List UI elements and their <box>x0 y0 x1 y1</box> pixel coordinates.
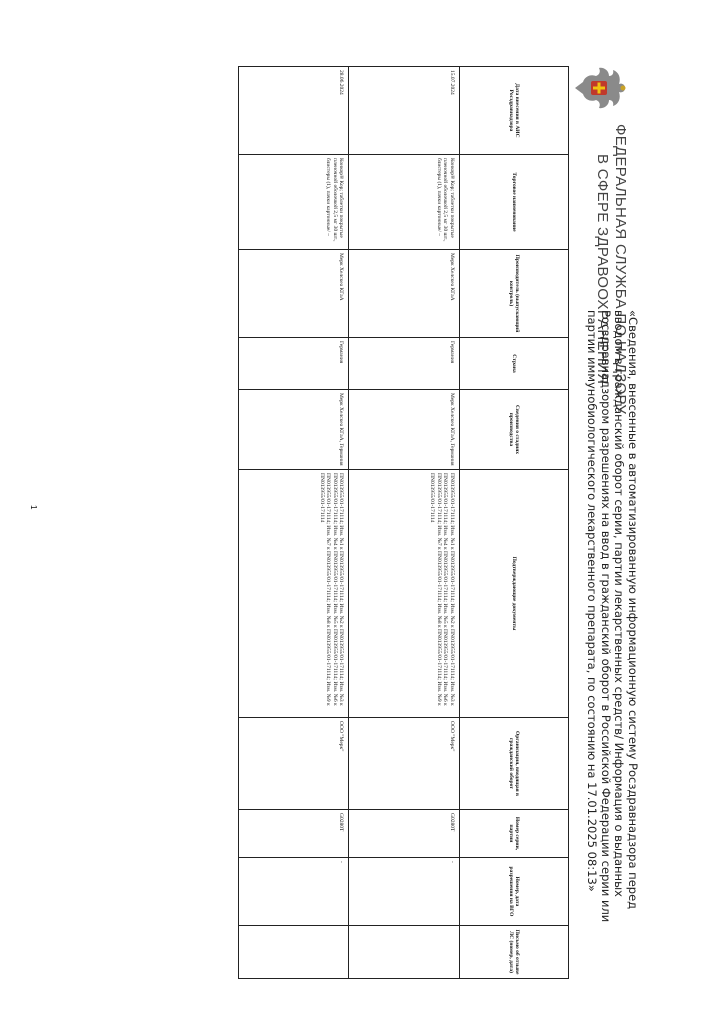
agency-name-line1: ФЕДЕРАЛЬНАЯ СЛУЖБА ПО НАДЗОРУ <box>612 124 629 415</box>
column-header: Производитель (выпускающий контроль) <box>460 250 569 338</box>
cell-country: Германия <box>239 338 350 390</box>
cell-recall <box>349 926 460 979</box>
column-header: Торговое наименование <box>460 155 569 250</box>
column-header: Письмо об отзыве ЛС (номер, дата) <box>460 926 569 979</box>
document-title: «Сведения, внесенные в автоматизированную информационную систему Росздравнадзора перед вводом в гражданский оборот серии, партии лекарственных средств/ Информация о выданных Росздравнадзором разрешениях на ввод в гражданский оборот в Российской Федерации серии или партии иммунобиологического лекарственного препарата, по состоянию на 17.01.2025 08:13» <box>585 310 640 923</box>
agency-name-line2: В СФЕРЕ ЗДРАВООХРАНЕНИЯ <box>594 154 611 385</box>
cell-organization: ООО "Мерк" <box>349 718 460 810</box>
cell-documents: ПN013955/01-171114; Изм. №1 к ПN013955/01-171114; Изм. №2 к ПN013955/01-171114; Изм. №3 к ПN013955/01-171114; Изм. №4 к ПN013955/01-171114; Изм. №5 к ПN013955/01-171114; Изм. №6 к ПN013955/01-171114; Изм. №7 к ПN013955/01-171114; Изм. №8 к ПN013955/01-171114; Изм. №9 к ПN013955/01-171114 <box>349 470 460 718</box>
column-header: Подтверждающие документы <box>460 470 569 718</box>
column-header: Сведения о стадиях производства <box>460 390 569 470</box>
table-row <box>349 67 460 979</box>
cell-stages: Мерк Хелскеа КГаА, Германия <box>239 390 350 470</box>
cell-manufacturer: Мерк Хелскеа КГаА <box>239 250 350 338</box>
data-table-wrapper <box>238 66 569 978</box>
table-row <box>239 67 350 979</box>
cell-permit: - <box>349 858 460 926</box>
cell-batch: G0280T <box>349 810 460 858</box>
cell-stages: Мерк Хелскеа КГаА, Германия <box>349 390 460 470</box>
cell-trade-name: Конкор® Кор; таблетки покрытые пленочной оболочкой 2,5 мг 30 шт., блистеры (1), пачки картонные/ – <box>239 155 350 250</box>
column-header: Номер, дата разрешения на ВГО <box>460 858 569 926</box>
column-header: Дата внесения в АИС Росздравнадзора <box>460 67 569 155</box>
cell-permit: - <box>239 858 350 926</box>
column-header: Номер серии, партии <box>460 810 569 858</box>
data-table <box>238 66 569 979</box>
cell-batch: G0280T <box>239 810 350 858</box>
cell-date: 28.06.2024 <box>239 67 350 155</box>
page-number: 1 <box>29 505 38 510</box>
table-header-row <box>460 67 569 979</box>
cell-country: Германия <box>349 338 460 390</box>
column-header: Страна <box>460 338 569 390</box>
cell-manufacturer: Мерк Хелскеа КГаА <box>349 250 460 338</box>
cell-trade-name: Конкор® Кор; таблетки покрытые пленочной оболочкой 2,5 мг 30 шт., блистеры (1), пачки картонные/ – <box>349 155 460 250</box>
cell-organization: ООО "Мерк" <box>239 718 350 810</box>
cell-recall <box>239 926 350 979</box>
cell-date: 15.07.2024 <box>349 67 460 155</box>
column-header: Организация, вводящая в гражданский оборот <box>460 718 569 810</box>
double-headed-eagle-emblem-icon <box>571 64 629 112</box>
cell-documents: ПN013955/01-171114; Изм. №1 к ПN013955/01-171114; Изм. №2 к ПN013955/01-171114; Изм. №3 к ПN013955/01-171114; Изм. №4 к ПN013955/01-171114; Изм. №5 к ПN013955/01-171114; Изм. №6 к ПN013955/01-171114; Изм. №7 к ПN013955/01-171114; Изм. №8 к ПN013955/01-171114; Изм. №9 к ПN013955/01-171114 <box>239 470 350 718</box>
